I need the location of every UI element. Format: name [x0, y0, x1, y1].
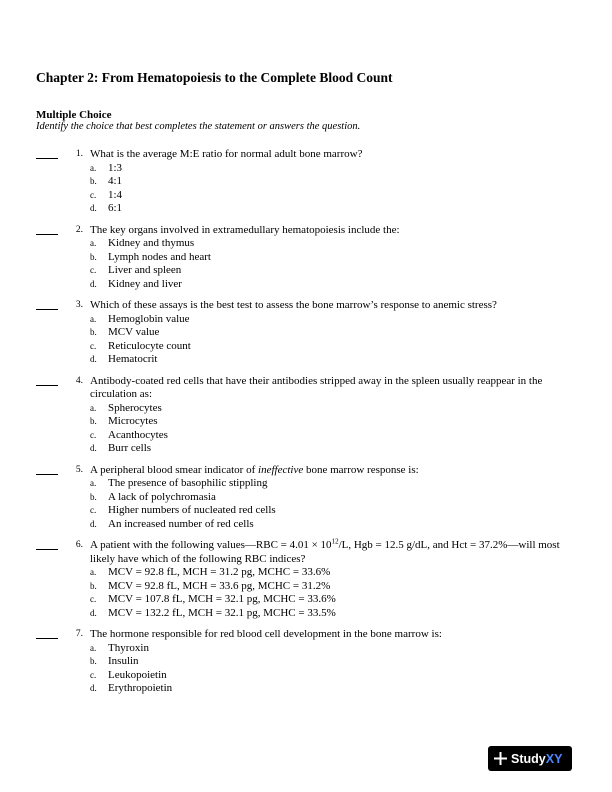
option-text: Burr cells [108, 442, 152, 454]
logo-text [511, 752, 562, 766]
option-text: An increased number of red cells [108, 517, 254, 530]
studyxy-logo[interactable] [488, 746, 572, 771]
option-text: Microcytes [108, 415, 158, 427]
question-number: 1. [75, 149, 83, 159]
question-number: 5. [75, 464, 83, 475]
logo-text-main: Study [511, 751, 546, 766]
option-d[interactable] [90, 353, 612, 367]
option-c[interactable] [90, 429, 612, 443]
option-letter: c. [90, 429, 97, 440]
option-letter: d. [90, 203, 97, 213]
question-text: Antibody-coated red cells that have their antibodies stripped away in the spleen usually reappear in the circulation as: [90, 374, 543, 400]
option-text: 1:3 [108, 161, 123, 174]
question-text-emphasis: ineffective [258, 463, 304, 476]
option-b[interactable] [90, 251, 612, 265]
option-a[interactable] [90, 477, 612, 491]
option-text: 4:1 [108, 175, 123, 187]
option-letter: b. [90, 491, 97, 502]
option-letter: b. [90, 251, 97, 262]
option-letter: a. [90, 238, 97, 248]
option-letter: d. [90, 683, 97, 693]
option-letter: a. [90, 642, 97, 653]
option-d[interactable] [90, 442, 612, 456]
option-a[interactable] [90, 402, 612, 416]
option-text: MCV = 107.8 fL, MCH = 32.1 pg, MCHC = 33.6% [108, 593, 336, 605]
question-text: What is the average M:E ratio for normal adult bone marrow? [90, 148, 363, 160]
plus-icon [494, 752, 507, 765]
option-c[interactable] [90, 504, 612, 518]
option-b[interactable] [90, 655, 612, 669]
option-b[interactable] [90, 580, 612, 594]
question-1 [0, 148, 612, 216]
option-b[interactable] [90, 415, 612, 429]
option-letter: b. [90, 327, 97, 337]
option-text: The presence of basophilic stippling [108, 477, 268, 489]
option-letter: d. [90, 518, 97, 529]
answer-options [90, 566, 612, 620]
question-number: 4. [75, 375, 83, 386]
exponent: 12 [331, 537, 339, 546]
option-text: MCV = 132.2 fL, MCH = 32.1 pg, MCHC = 33.5% [108, 606, 336, 619]
option-text: Higher numbers of nucleated red cells [108, 504, 276, 516]
option-text: Thyroxin [108, 641, 149, 654]
option-b[interactable] [90, 491, 612, 505]
option-text: Kidney and liver [108, 277, 182, 290]
option-a[interactable] [90, 313, 612, 327]
question-7 [0, 628, 612, 696]
question-3 [0, 299, 612, 367]
option-letter: a. [90, 478, 97, 488]
option-letter: b. [90, 416, 97, 426]
option-a[interactable] [90, 566, 612, 580]
question-4 [0, 375, 612, 456]
option-letter: c. [90, 669, 97, 680]
answer-options [90, 477, 612, 531]
answer-options [90, 402, 612, 456]
option-text: Acanthocytes [108, 428, 168, 441]
option-c[interactable] [90, 264, 612, 278]
option-d[interactable] [90, 682, 612, 696]
option-c[interactable] [90, 189, 612, 203]
question-text-end: /L, Hgb = 12.5 g/dL, and Hct = 37.2%—will most likely have which of the following RBC indices? [90, 539, 560, 565]
option-letter: c. [90, 594, 97, 604]
option-text: Hemoglobin value [108, 312, 190, 325]
option-b[interactable] [90, 175, 612, 189]
option-b[interactable] [90, 326, 612, 340]
option-letter: a. [90, 402, 97, 413]
option-letter: a. [90, 313, 97, 324]
option-letter: d. [90, 278, 97, 289]
question-6 [0, 539, 612, 620]
question-number: 7. [75, 629, 83, 639]
option-text: Liver and spleen [108, 264, 182, 276]
option-text: Insulin [108, 655, 139, 667]
option-letter: a. [90, 567, 97, 577]
question-number: 6. [75, 540, 83, 550]
section-title: Multiple Choice [36, 109, 112, 121]
question-text-end: bone marrow response is: [303, 463, 419, 476]
section-instructions: Identify the choice that best completes the statement or answers the question. [36, 121, 361, 132]
option-a[interactable] [90, 237, 612, 251]
option-text: 1:4 [108, 188, 123, 201]
option-text: A lack of polychromasia [108, 490, 216, 503]
option-letter: d. [90, 354, 97, 364]
logo-text-accent: XY [545, 751, 563, 766]
question-2 [0, 224, 612, 292]
option-text: MCV = 92.8 fL, MCH = 31.2 pg, MCHC = 33.6% [108, 566, 331, 578]
question-text: The key organs involved in extramedullary hematopoiesis include the: [90, 223, 400, 236]
answer-options [90, 642, 612, 696]
option-text: Reticulocyte count [108, 339, 191, 352]
option-text: Kidney and thymus [108, 237, 195, 249]
option-a[interactable] [90, 642, 612, 656]
answer-options [90, 313, 612, 367]
question-number: 3. [75, 300, 83, 310]
option-letter: d. [90, 443, 97, 453]
option-c[interactable] [90, 340, 612, 354]
option-letter: c. [90, 340, 97, 351]
answer-options [90, 237, 612, 291]
question-text [90, 464, 578, 478]
question-5 [0, 464, 612, 532]
option-text: Spherocytes [108, 401, 162, 414]
answer-options [90, 162, 612, 216]
question-list [0, 148, 612, 704]
option-c[interactable] [90, 669, 612, 683]
option-a[interactable] [90, 162, 612, 176]
option-d[interactable] [90, 518, 612, 532]
question-number: 2. [75, 224, 83, 235]
option-letter: a. [90, 162, 97, 173]
option-text: Erythropoietin [108, 682, 173, 694]
option-text: MCV value [108, 326, 160, 338]
option-letter: b. [90, 176, 97, 186]
option-text: MCV = 92.8 fL, MCH = 33.6 pg, MCHC = 31.2% [108, 579, 331, 592]
chapter-title: Chapter 2: From Hematopoiesis to the Complete Blood Count [36, 70, 393, 85]
option-text: Lymph nodes and heart [108, 250, 211, 263]
option-d[interactable] [90, 278, 612, 292]
question-text-start: A peripheral blood smear indicator of [90, 463, 259, 476]
question-text-start: A patient with the following values—RBC = 4.01 × 10 [90, 539, 332, 551]
option-letter: c. [90, 505, 97, 515]
option-text: Leukopoietin [108, 668, 167, 681]
option-letter: c. [90, 189, 97, 200]
option-c[interactable] [90, 593, 612, 607]
option-text: 6:1 [108, 202, 123, 214]
question-text [90, 539, 578, 566]
question-text: Which of these assays is the best test to assess the bone marrow’s response to anemic stress? [90, 299, 497, 311]
option-letter: b. [90, 580, 97, 591]
option-letter: d. [90, 607, 97, 618]
option-d[interactable] [90, 607, 612, 621]
option-letter: b. [90, 656, 97, 666]
option-letter: c. [90, 265, 97, 275]
question-text: The hormone responsible for red blood cell development in the bone marrow is: [90, 628, 442, 640]
option-text: Hematocrit [108, 353, 158, 365]
option-d[interactable] [90, 202, 612, 216]
